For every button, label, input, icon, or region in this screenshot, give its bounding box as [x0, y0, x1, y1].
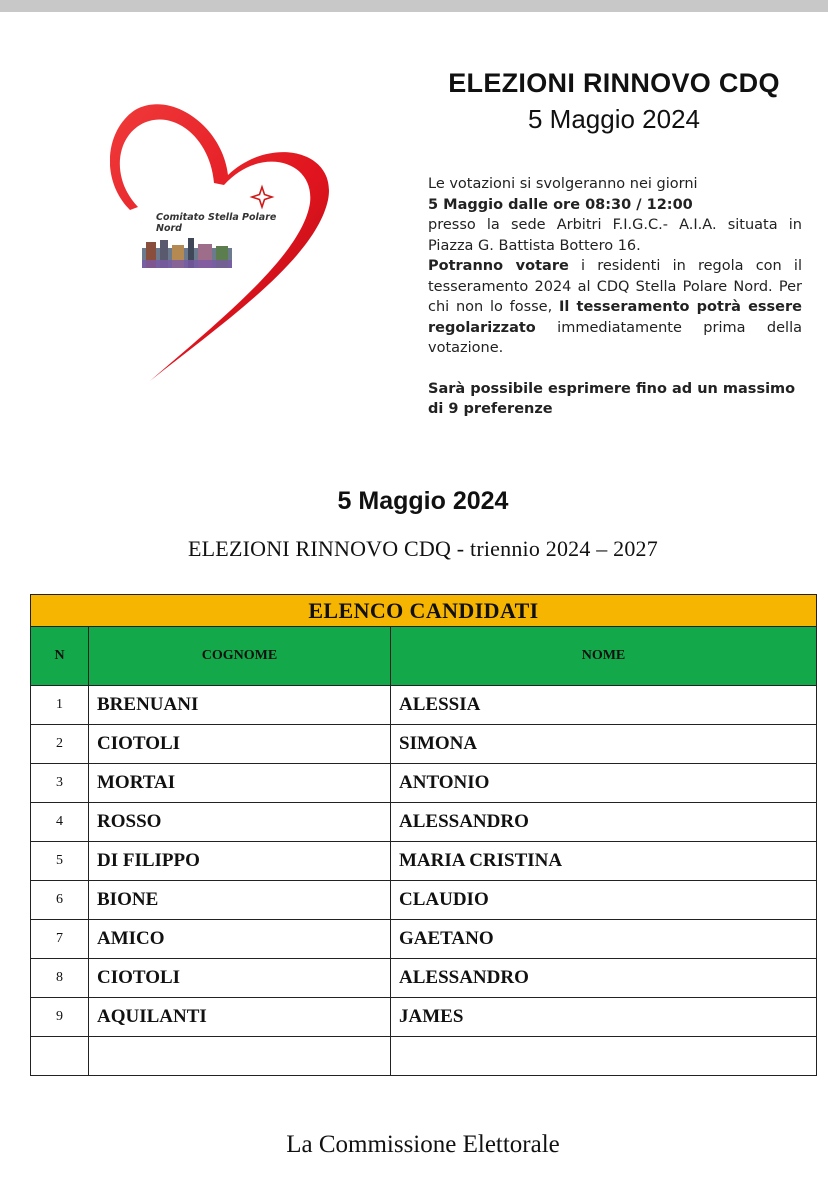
row-number: 7	[31, 920, 89, 959]
notice-p2-text2: immediatamente prima della votazione.	[428, 319, 802, 356]
row-nome: MARIA CRISTINA	[391, 842, 817, 881]
column-header-nome: NOME	[391, 627, 817, 686]
row-cognome: CIOTOLI	[89, 725, 391, 764]
section-date: 5 Maggio 2024	[337, 487, 509, 515]
section-title: ELEZIONI RINNOVO CDQ - triennio 2024 – 2027	[188, 536, 658, 561]
row-cognome: AQUILANTI	[89, 998, 391, 1037]
notice-line3: presso la sede Arbitri F.I.G.C.- A.I.A. situata in Piazza G. Battista Bottero 16.	[428, 217, 802, 254]
row-number: 3	[31, 764, 89, 803]
notice-preferences: Sarà possibile esprimere fino ad un massimo di 9 preferenze	[428, 380, 796, 417]
logo-text-line2: Nord	[156, 223, 182, 234]
notice-p2-text1: i residenti in regola con il tesseramento 2024 al CDQ Stella Polare Nord. Per chi non lo fosse,	[428, 258, 802, 315]
row-nome: CLAUDIO	[391, 881, 817, 920]
row-nome: JAMES	[391, 998, 817, 1037]
table-row	[31, 920, 817, 959]
page-date: 5 Maggio 2024	[527, 104, 701, 134]
signature: La Commissione Elettorale	[286, 1131, 560, 1158]
election-notice	[428, 174, 802, 420]
table-row	[31, 725, 817, 764]
row-number: 4	[31, 803, 89, 842]
column-header-n: N	[31, 627, 89, 686]
notice-p2-bold1: Potranno votare	[428, 258, 569, 274]
row-nome: SIMONA	[391, 725, 817, 764]
row-number: 8	[31, 959, 89, 998]
table-row	[31, 764, 817, 803]
row-nome	[391, 1037, 817, 1076]
row-number: 9	[31, 998, 89, 1037]
candidates-table	[30, 594, 817, 1076]
notice-line2: 5 Maggio dalle ore 08:30 / 12:00	[428, 196, 693, 213]
heart-logo	[110, 85, 400, 385]
notice-p2-bold2: Il tesseramento potrà essere regolarizzato	[428, 299, 802, 336]
row-cognome: BRENUANI	[89, 686, 391, 725]
logo-text-line1: Comitato Stella Polare	[156, 212, 277, 223]
row-number: 6	[31, 881, 89, 920]
heart-ribbon	[110, 104, 329, 381]
table-row	[31, 881, 817, 920]
row-nome: ANTONIO	[391, 764, 817, 803]
notice-line1: Le votazioni si svolgeranno nei giorni	[428, 176, 698, 192]
row-cognome: BIONE	[89, 881, 391, 920]
row-cognome: DI FILIPPO	[89, 842, 391, 881]
row-number: 1	[31, 686, 89, 725]
row-nome: GAETANO	[391, 920, 817, 959]
row-nome: ALESSANDRO	[391, 803, 817, 842]
row-cognome: MORTAI	[89, 764, 391, 803]
row-cognome	[89, 1037, 391, 1076]
row-number	[31, 1037, 89, 1076]
row-nome: ALESSIA	[391, 686, 817, 725]
logo-text	[156, 212, 316, 234]
skyline-icon	[142, 238, 232, 268]
column-header-cognome: COGNOME	[89, 627, 391, 686]
table-row	[31, 686, 817, 725]
row-number: 5	[31, 842, 89, 881]
row-number: 2	[31, 725, 89, 764]
table-row	[31, 959, 817, 998]
top-edge-bar	[0, 0, 828, 12]
page-title: ELEZIONI RINNOVO CDQ	[448, 68, 780, 98]
table-row	[31, 803, 817, 842]
notice-paragraph-2	[428, 256, 802, 359]
table-row	[31, 842, 817, 881]
table-caption: ELENCO CANDIDATI	[31, 595, 817, 627]
row-cognome: AMICO	[89, 920, 391, 959]
table-caption-row	[31, 595, 817, 627]
row-cognome: CIOTOLI	[89, 959, 391, 998]
table-row	[31, 998, 817, 1037]
star-icon	[252, 187, 272, 207]
row-nome: ALESSANDRO	[391, 959, 817, 998]
row-cognome: ROSSO	[89, 803, 391, 842]
table-row-empty	[31, 1037, 817, 1076]
table-header-row	[31, 627, 817, 686]
